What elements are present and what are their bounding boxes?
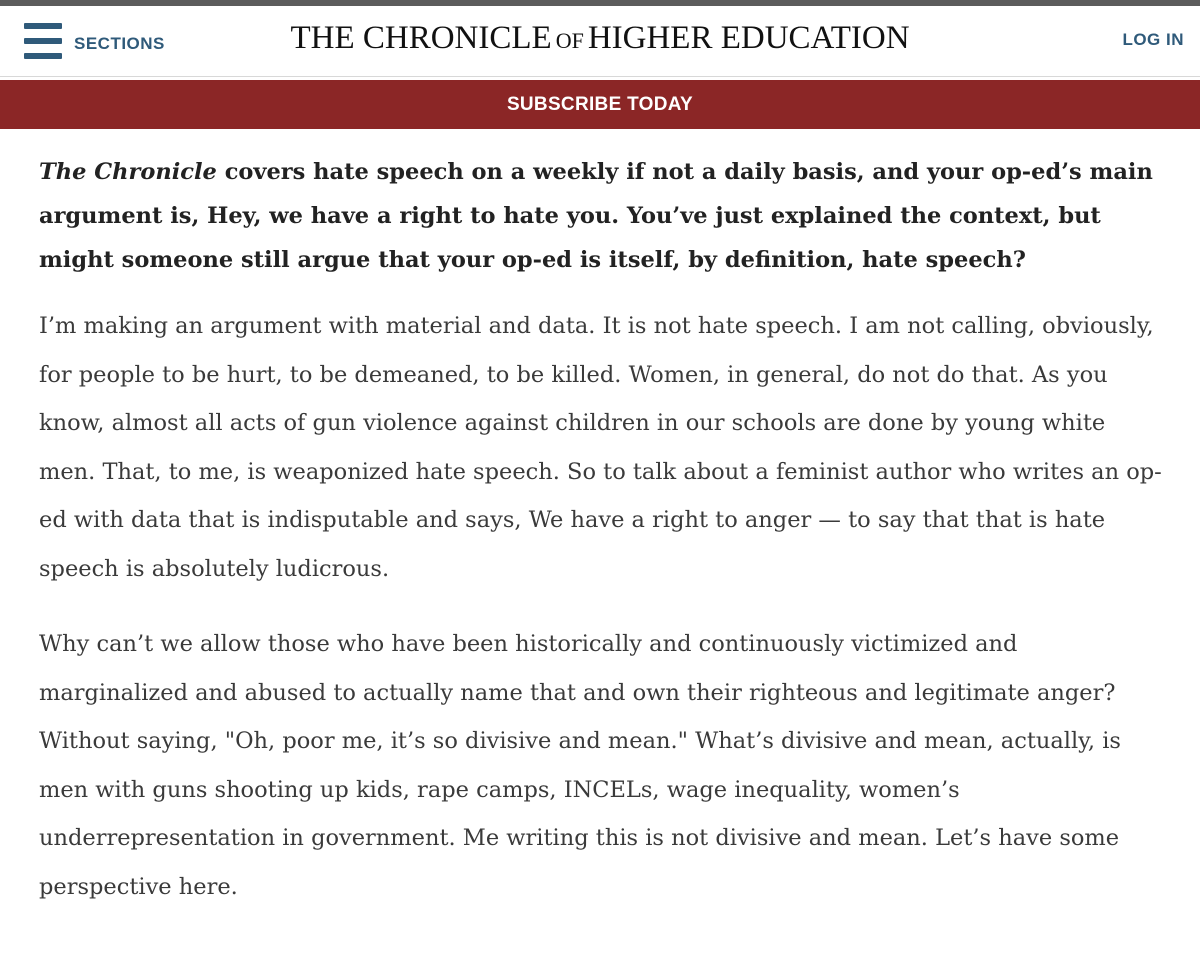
logo-text-of: OF <box>555 28 584 53</box>
sections-label[interactable]: SECTIONS <box>74 34 165 53</box>
publication-name: The Chronicle <box>39 159 217 185</box>
hamburger-menu-icon[interactable] <box>24 23 62 60</box>
logo-text-higher-education: HIGHER EDUCATION <box>587 20 910 56</box>
question-text: covers hate speech on a weekly if not a daily basis, and your op-ed’s main argument is, Hey, we have a right to hate you. You’ve just explained the context, but might someone still argue that your op-ed is itself, by definition, hate speech? <box>39 159 1153 273</box>
site-header <box>0 6 1200 77</box>
logo-text-chronicle: THE CHRONICLE <box>290 20 552 56</box>
sections-menu-button[interactable] <box>24 21 165 61</box>
login-link[interactable]: LOG IN <box>1122 30 1184 49</box>
interview-question <box>39 150 1164 282</box>
subscribe-label[interactable]: SUBSCRIBE TODAY <box>506 93 694 115</box>
answer-paragraph-1: I’m making an argument with material and data. It is not hate speech. I am not calling, obviously, for people to be hurt, to be demeaned, to be killed. Women, in general, do not do that. As you know, almost all acts of gun violence against children in our schools are done by young white men. That, to me, is weaponized hate speech. So to talk about a feminist author who writes an op-ed with data that is indisputable and says, We have a right to anger — to say that that is hate speech is absolutely ludicrous. <box>39 313 1162 582</box>
subscribe-banner[interactable] <box>0 80 1200 129</box>
article-body <box>39 150 1164 938</box>
site-logo[interactable] <box>260 20 940 57</box>
answer-paragraph-2: Why can’t we allow those who have been historically and continuously victimized and marginalized and abused to actually name that and own their righteous and legitimate anger? Without saying, "Oh, poor me, it’s so divisive and mean." What’s divisive and mean, actually, is men with guns shooting up kids, rape camps, INCELs, wage inequality, women’s underrepresentation in government. Me writing this is not divisive and mean. Let’s have some perspective here. <box>39 631 1121 900</box>
